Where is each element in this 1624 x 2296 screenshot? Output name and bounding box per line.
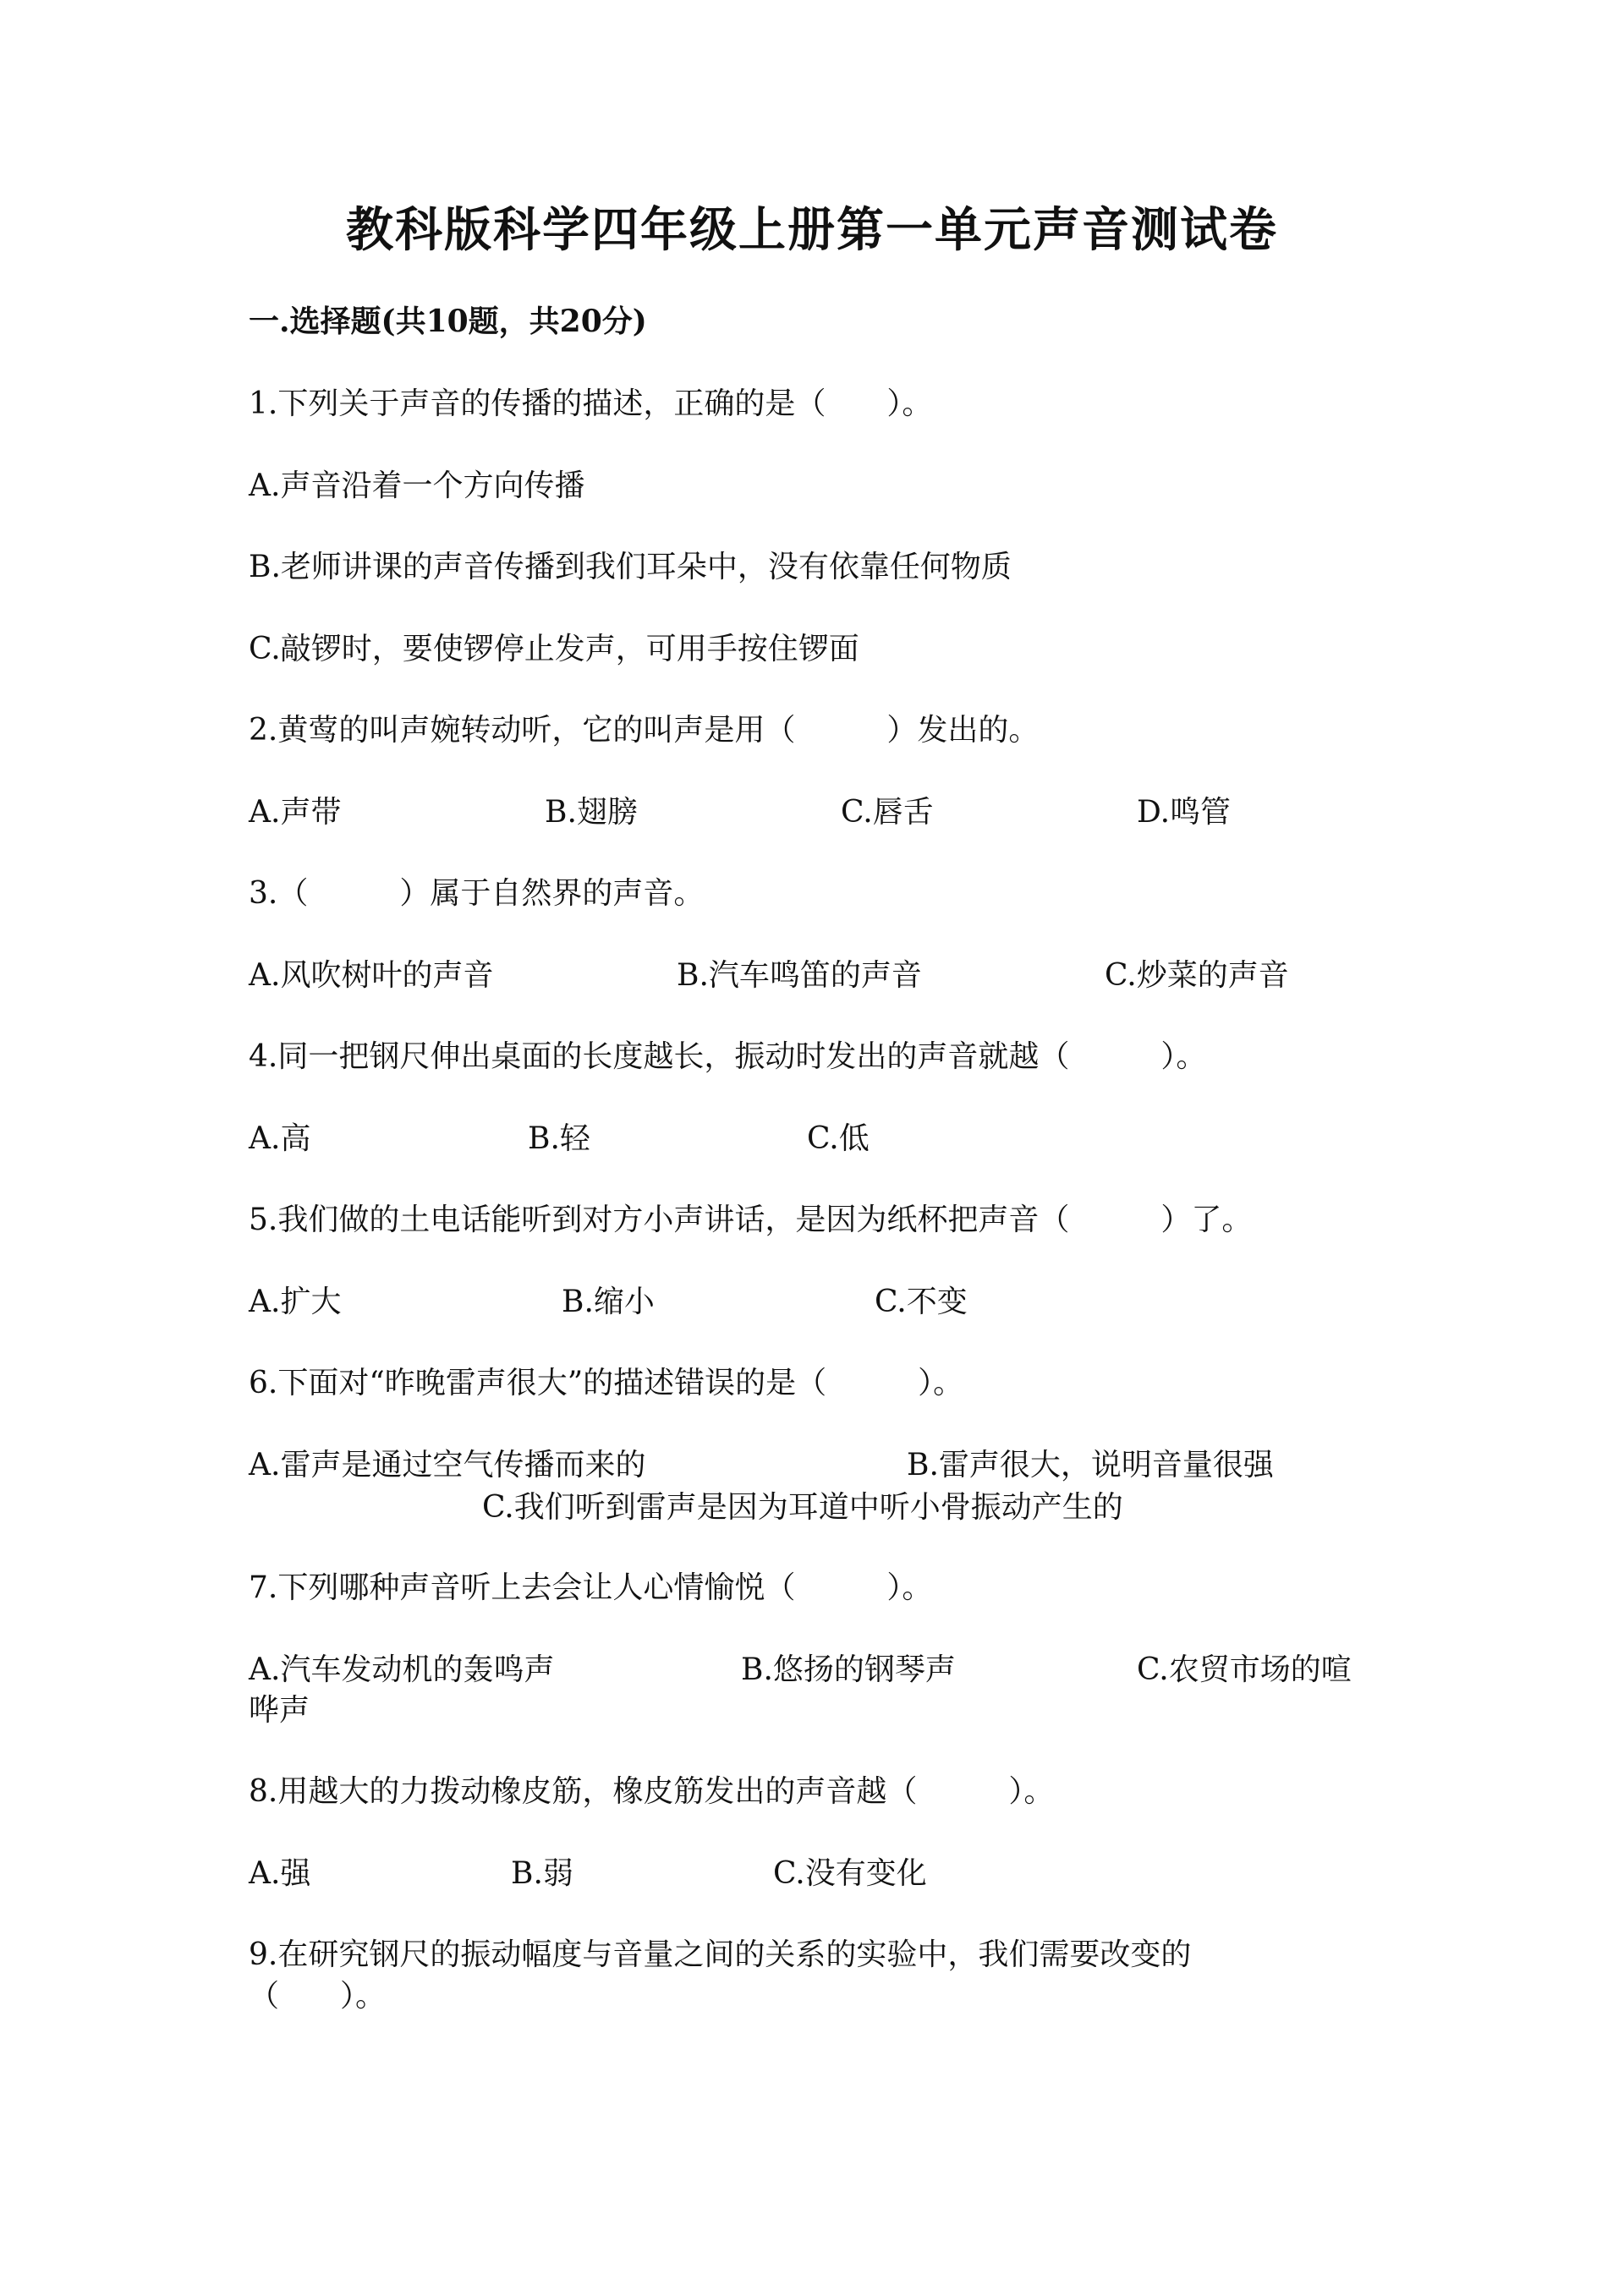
question-3-option-a: A.风吹树叶的声音 (249, 958, 494, 993)
question-5-option-c: C.不变 (875, 1285, 968, 1319)
question-7-stem: 7.下列哪种声音听上去会让人心情愉悦（ ）。 (249, 1570, 933, 1605)
question-6-option-c: C.我们听到雷声是因为耳道中听小骨振动产生的 (482, 1490, 1123, 1525)
question-8-stem: 8.用越大的力拨动橡皮筋，橡皮筋发出的声音越（ ）。 (249, 1774, 1055, 1809)
question-2-option-d: D.鸣管 (1137, 795, 1232, 830)
question-6-option-b: B.雷声很大，说明音量很强 (907, 1448, 1274, 1482)
question-4-option-a: A.高 (249, 1121, 311, 1156)
question-1-option-c: C.敲锣时，要使锣停止发声，可用手按住锣面 (249, 632, 859, 666)
question-2-option-a: A.声带 (249, 795, 342, 830)
section-heading: 一.选择题(共10题，共20分) (249, 304, 647, 339)
question-1-stem: 1.下列关于声音的传播的描述，正确的是（ ）。 (249, 386, 933, 421)
question-1-option-a: A.声音沿着一个方向传播 (249, 469, 585, 503)
question-4-option-b: B.轻 (528, 1121, 590, 1156)
question-1-option-b: B.老师讲课的声音传播到我们耳朵中，没有依靠任何物质 (249, 550, 1012, 584)
question-2-stem: 2.黄莺的叫声婉转动听，它的叫声是用（ ）发出的。 (249, 713, 1040, 748)
question-3-option-b: B.汽车鸣笛的声音 (677, 958, 922, 993)
question-7-option-a: A.汽车发动机的轰鸣声 (249, 1652, 555, 1687)
question-4-option-c: C.低 (807, 1121, 870, 1156)
question-3-option-c: C.炒菜的声音 (1105, 958, 1289, 993)
question-5-stem: 5.我们做的土电话能听到对方小声讲话，是因为纸杯把声音（ ）了。 (249, 1203, 1253, 1237)
question-7-option-c: C.农贸市场的喧 (1137, 1652, 1352, 1687)
question-8-option-a: A.强 (249, 1856, 311, 1891)
question-8-option-b: B.弱 (511, 1856, 573, 1891)
question-3-stem: 3.（ ）属于自然界的声音。 (249, 876, 705, 911)
page-title: 教科版科学四年级上册第一单元声音测试卷 (346, 202, 1278, 258)
question-6-stem: 6.下面对“昨晚雷声很大”的描述错误的是（ ）。 (249, 1366, 964, 1400)
question-2-option-c: C.唇舌 (841, 795, 934, 830)
question-2-option-b: B.翅膀 (545, 795, 638, 830)
question-5-option-a: A.扩大 (249, 1285, 342, 1319)
question-7-option-c-wrap: 哗声 (249, 1693, 310, 1728)
question-9-stem: 9.在研究钢尺的振动幅度与音量之间的关系的实验中，我们需要改变的 (249, 1937, 1192, 1972)
question-8-option-c: C.没有变化 (773, 1856, 927, 1891)
question-7-option-b: B.悠扬的钢琴声 (741, 1652, 956, 1687)
question-5-option-b: B.缩小 (562, 1285, 655, 1319)
question-9-stem-cont: （ ）。 (249, 1979, 387, 2014)
question-4-stem: 4.同一把钢尺伸出桌面的长度越长，振动时发出的声音就越（ ）。 (249, 1039, 1207, 1074)
question-6-option-a: A.雷声是通过空气传播而来的 (249, 1448, 646, 1482)
